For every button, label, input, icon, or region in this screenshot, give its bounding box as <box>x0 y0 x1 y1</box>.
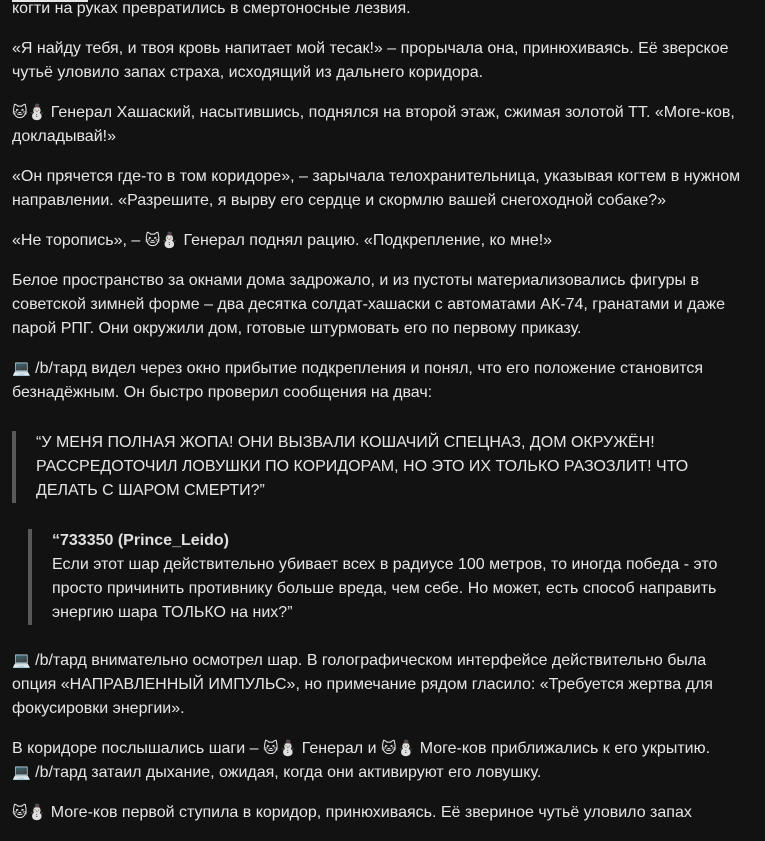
paragraph-0: когти на руках превратились в смертоносные лезвия. <box>12 0 411 17</box>
paragraph-4-text-a: «Не торопись», – <box>12 232 145 249</box>
paragraph-8-text-a: В коридоре послышались шаги – <box>12 740 263 757</box>
story-content <box>12 0 752 841</box>
laptop-icon: 💻 <box>12 652 31 669</box>
cat-snowman-icon: 🐱⛄ <box>380 740 416 757</box>
cat-snowman-icon: 🐱⛄ <box>12 804 47 821</box>
paragraph-6 <box>12 357 752 405</box>
paragraph-8-text-d: /b/тард затаил дыхание, ожидая, когда они активируют его ловушку. <box>30 764 542 781</box>
paragraph-4 <box>12 229 752 253</box>
paragraph-8 <box>12 737 752 785</box>
inner-quote-text: Если этот шар действительно убивает всех в радиусе 100 метров, то иногда победа - это просто причинить противнику больше вреда, чем себе. Но может, есть способ направить энергию шара ТОЛЬКО на них?” <box>52 556 718 621</box>
paragraph-5: Белое пространство за окнами дома задрожало, и из пустоты материализовались фигуры в советской зимней форме – два десятка солдат-хашаски с автоматами АК-74, гранатами и даже парой РПГ. Они окружили дом, готовые штурмовать его по первому приказу. <box>12 272 725 337</box>
paragraph-9 <box>12 801 752 825</box>
paragraph-2-text: Генерал Хашаский, насытившись, поднялся на второй этаж, сжимая золотой ТТ. «Моге-ков, докладывай!» <box>12 104 735 145</box>
inner-quote-author: “733350 (Prince_Leido) <box>52 532 229 549</box>
laptop-icon: 💻 <box>12 360 31 377</box>
cat-snowman-icon: 🐱⛄ <box>144 232 180 249</box>
paragraph-9-text: Моге-ков первой ступила в коридор, принюхиваясь. Её звериное чутьё уловило запах <box>46 804 692 821</box>
inner-quote-block <box>28 529 752 625</box>
laptop-icon: 💻 <box>12 764 31 781</box>
paragraph-6-text: /b/тард видел через окно прибытие подкрепления и понял, что его положение становится безнадёжным. Он быстро проверил сообщения на двач: <box>12 360 704 401</box>
paragraph-8-text-b: Генерал и <box>297 740 381 757</box>
paragraph-3: «Он прячется где-то в том коридоре», – зарычала телохранительница, указывая когтем в нужном направлении. «Разрешите, я вырву его сердце и скормлю вашей снегоходной собаке?» <box>12 168 741 209</box>
inner-quote <box>28 529 752 625</box>
paragraph-8-text-c: Моге-ков приближались к его укрытию. <box>415 740 711 757</box>
cat-snowman-icon: 🐱⛄ <box>12 104 47 121</box>
outer-quote-block <box>12 431 752 503</box>
outer-quote <box>12 431 752 503</box>
paragraph-4-text-b: Генерал поднял рацию. «Подкрепление, ко мне!» <box>179 232 553 249</box>
paragraph-2 <box>12 101 752 149</box>
paragraph-7-text: /b/тард внимательно осмотрел шар. В голографическом интерфейсе действительно была опция «НАПРАВЛЕННЫЙ ИМПУЛЬС», но примечание рядом гласило: «Требуется жертва для фокусировки энергии». <box>12 652 713 717</box>
outer-quote-text: “У МЕНЯ ПОЛНАЯ ЖОПА! ОНИ ВЫЗВАЛИ КОШАЧИЙ СПЕЦНАЗ, ДОМ ОКРУЖЁН! РАССРЕДОТОЧИЛ ЛОВУШКИ ПО КОРИДОРАМ, НО ЭТО ИХ ТОЛЬКО РАЗОЗЛИТ! ЧТО ДЕЛАТЬ С ШАРОМ СМЕРТИ?” <box>36 434 689 499</box>
paragraph-1: «Я найду тебя, и твоя кровь напитает мой тесак!» – прорычала она, принюхиваясь. Её зверское чутьё уловило запах страха, исходящий из дальнего коридора. <box>12 40 729 81</box>
cat-snowman-icon: 🐱⛄ <box>263 740 298 757</box>
paragraph-7 <box>12 649 752 721</box>
